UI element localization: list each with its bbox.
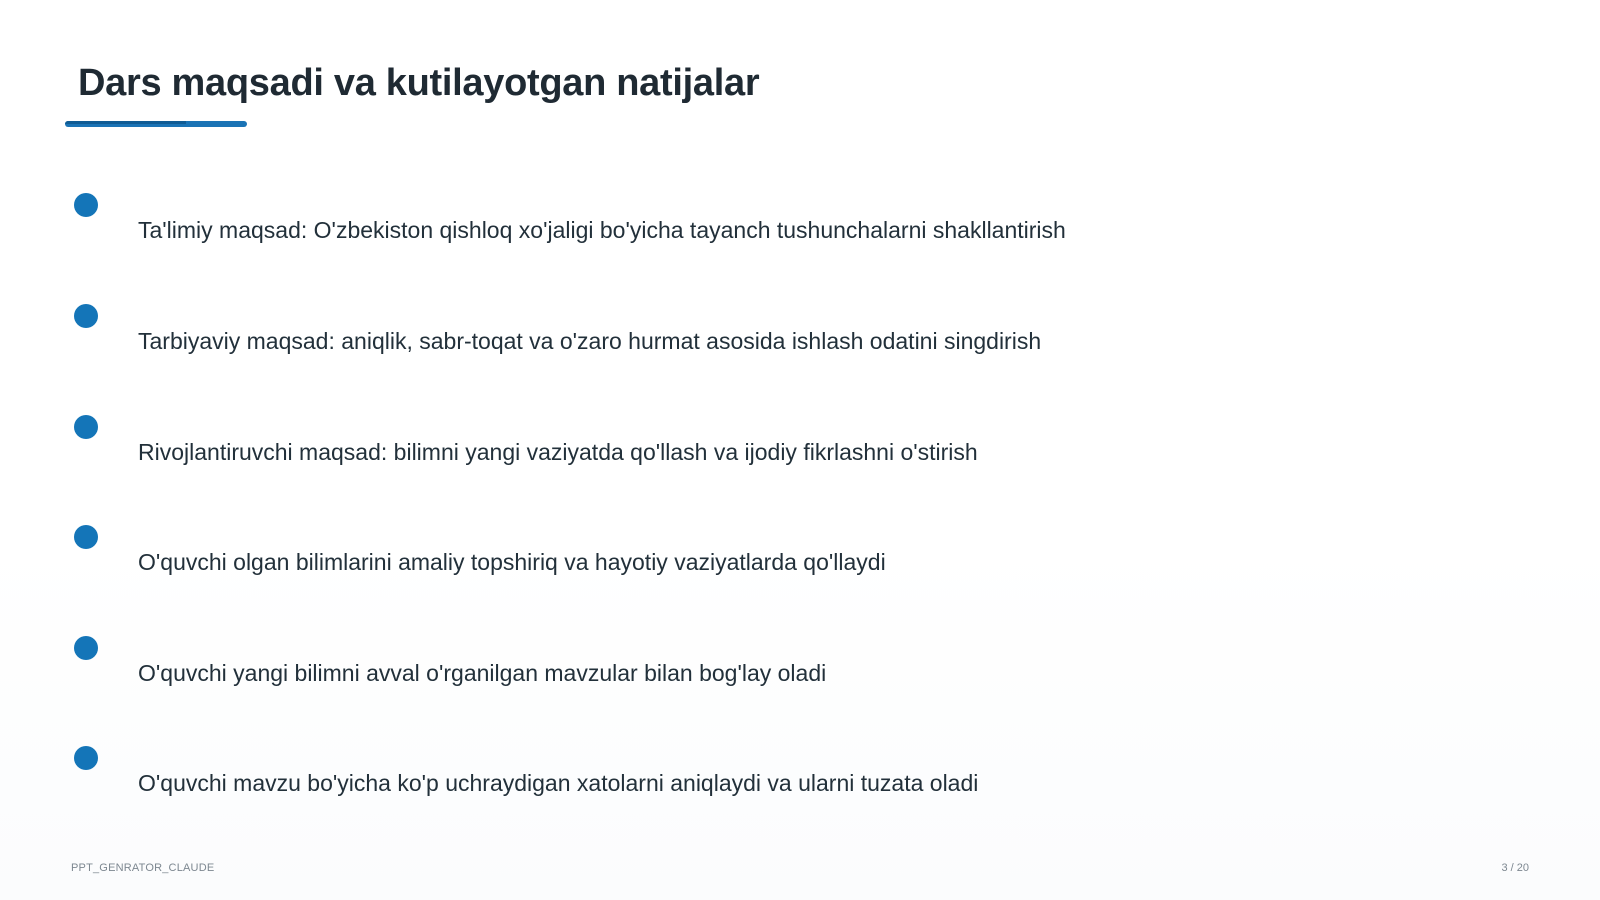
bullet-item — [0, 193, 1500, 273]
bullet-dot-icon — [74, 415, 98, 439]
bullet-text: Ta'limiy maqsad: O'zbekiston qishloq xo'jaligi bo'yicha tayanch tushunchalarni shakllantirish — [138, 217, 1066, 243]
bullet-item — [0, 304, 1500, 384]
footer-source-label: PPT_GENRATOR_CLAUDE — [71, 862, 215, 874]
bullet-dot-icon — [74, 193, 98, 217]
bullet-text: O'quvchi yangi bilimni avval o'rganilgan mavzular bilan bog'lay oladi — [138, 660, 827, 686]
bullet-dot-icon — [74, 746, 98, 770]
bullet-item — [0, 525, 1500, 605]
bullet-dot-icon — [74, 636, 98, 660]
bullet-item — [0, 636, 1500, 716]
bullet-text: O'quvchi mavzu bo'yicha ko'p uchraydigan xatolarni aniqlaydi va ularni tuzata oladi — [138, 770, 979, 796]
page-number: 3 / 20 — [1501, 862, 1529, 874]
bullet-item — [0, 415, 1500, 495]
bullet-dot-icon — [74, 525, 98, 549]
bullet-text: Rivojlantiruvchi maqsad: bilimni yangi vaziyatda qo'llash va ijodiy fikrlashni o'stirish — [138, 439, 978, 465]
bullet-text: Tarbiyaviy maqsad: aniqlik, sabr-toqat va o'zaro hurmat asosida ishlash odatini singdirish — [138, 328, 1042, 354]
slide-title: Dars maqsadi va kutilayotgan natijalar — [78, 62, 760, 104]
bullet-item — [0, 746, 1500, 826]
bullet-text: O'quvchi olgan bilimlarini amaliy topshiriq va hayotiy vaziyatlarda qo'llaydi — [138, 549, 886, 575]
bullet-dot-icon — [74, 304, 98, 328]
